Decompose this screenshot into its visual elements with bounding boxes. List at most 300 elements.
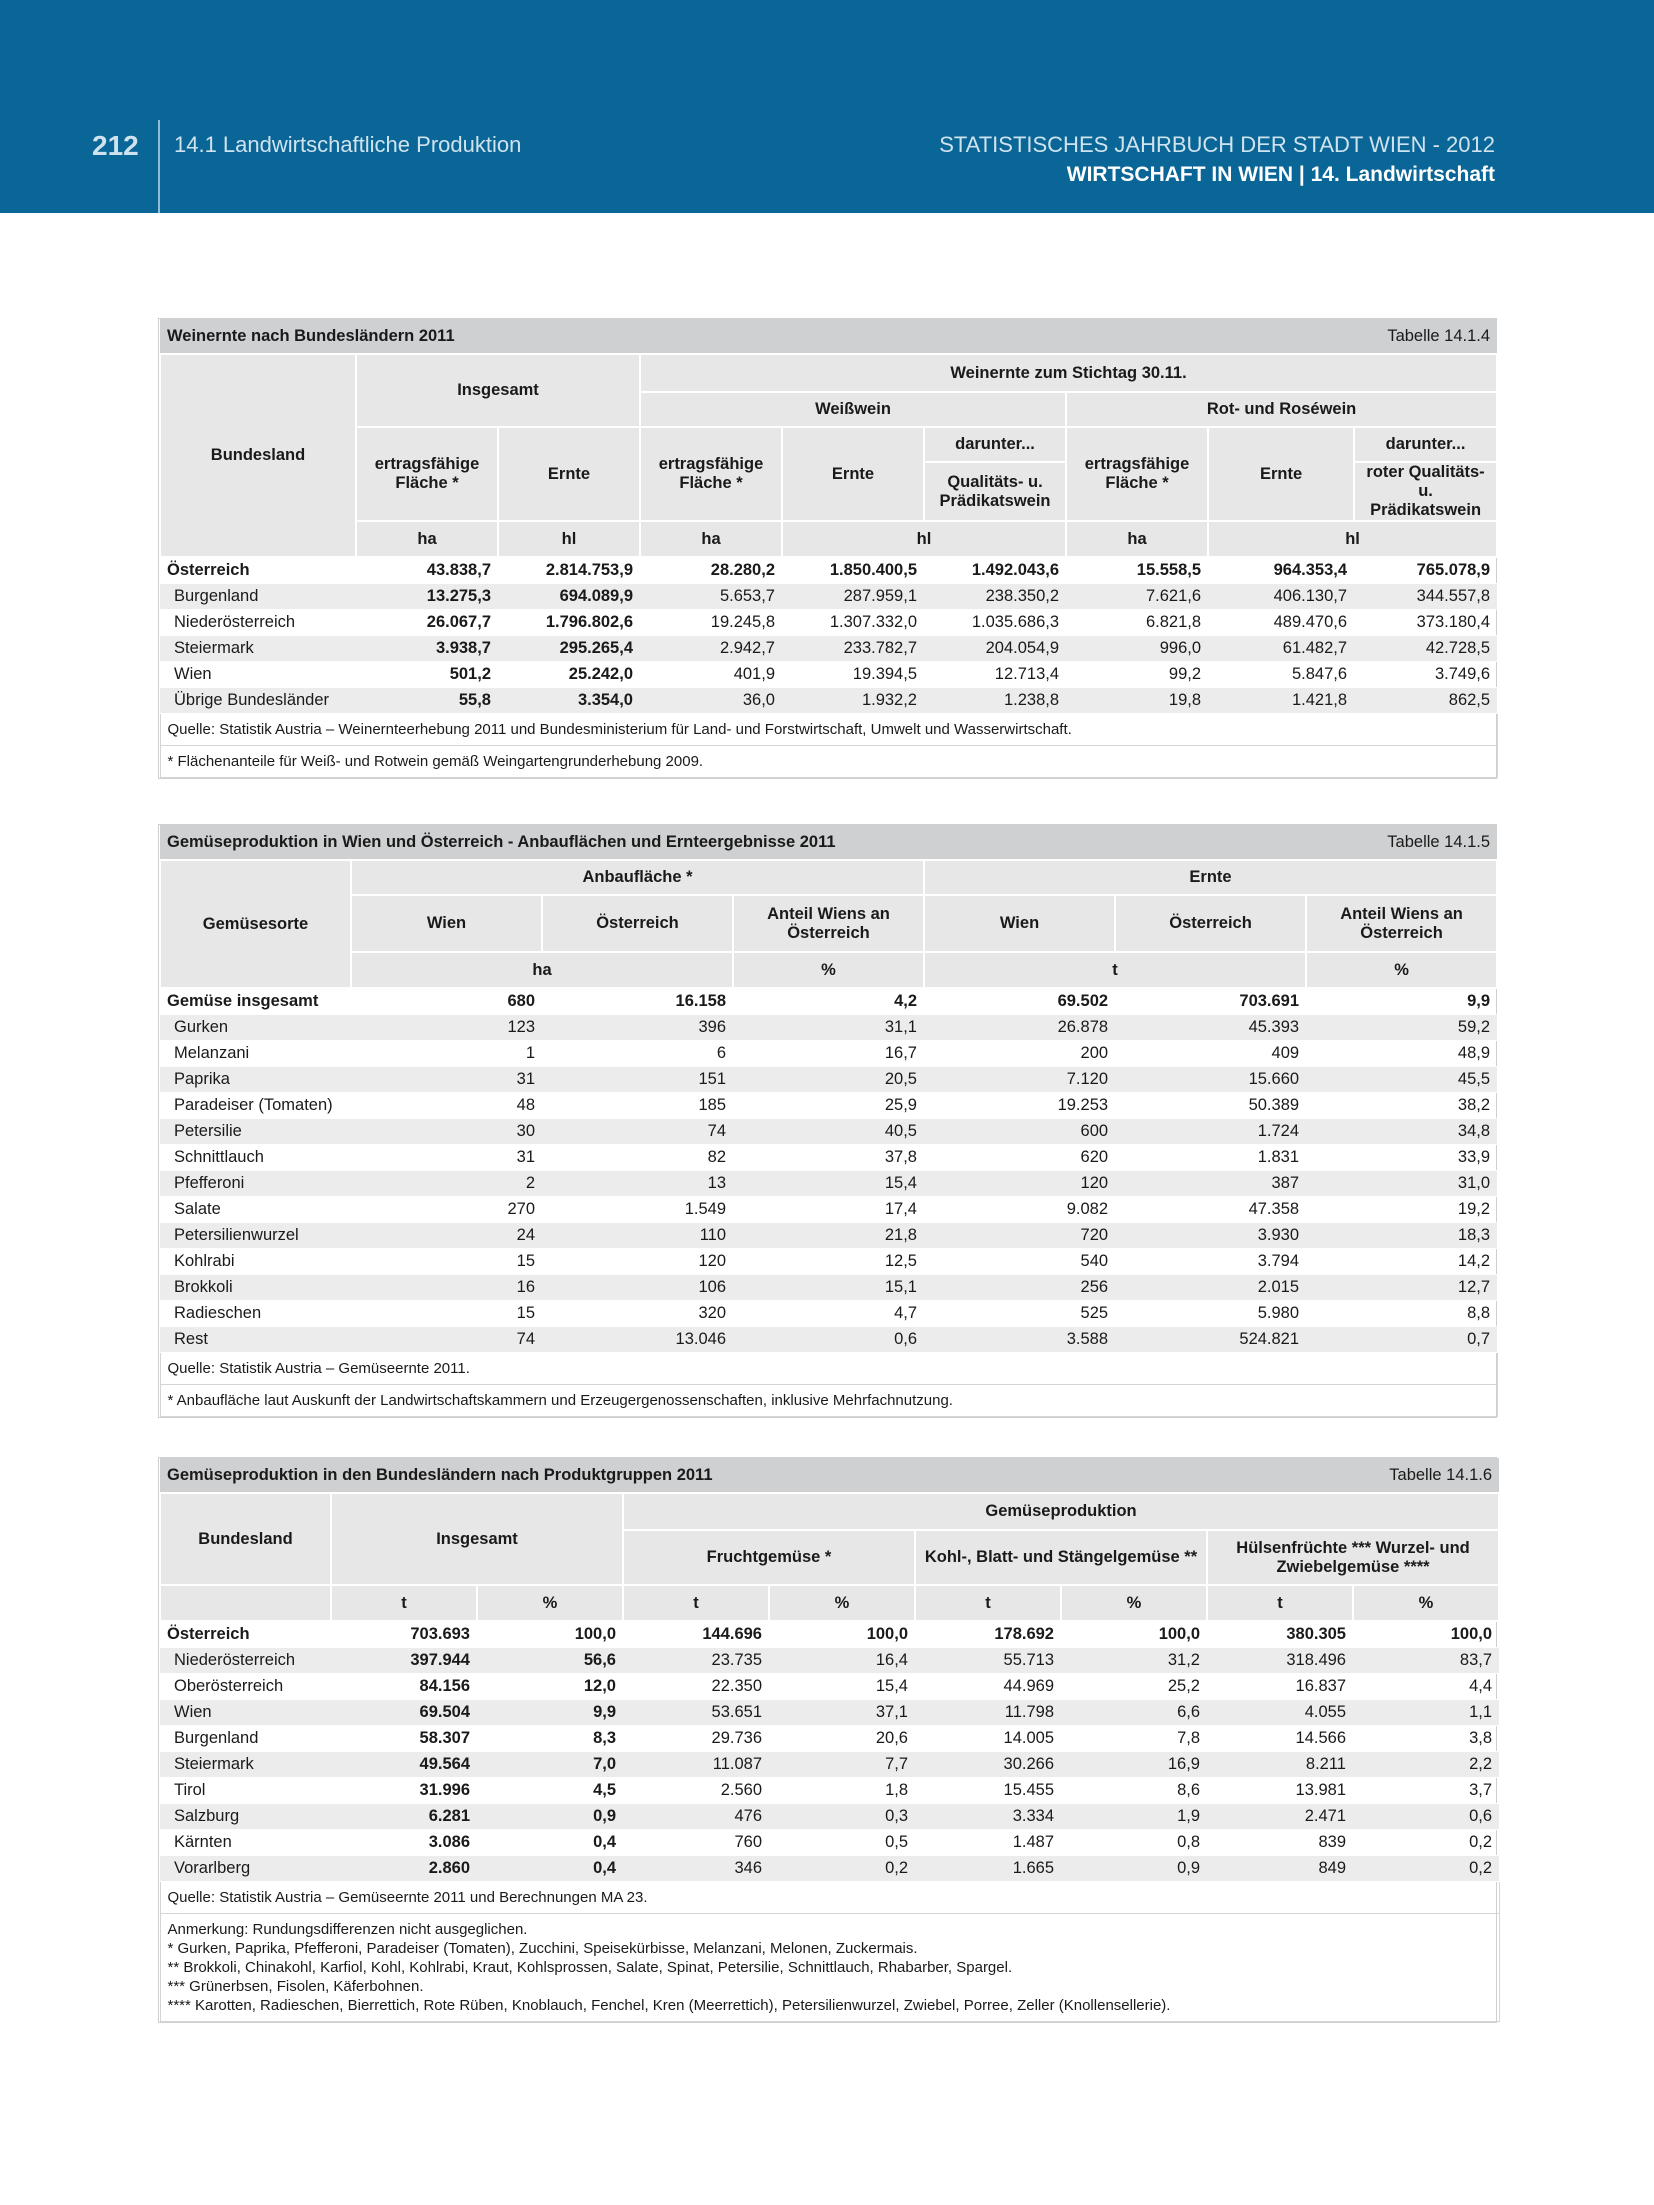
cell: 1.492.043,6	[924, 557, 1066, 584]
footnote-line: *** Grünerbsen, Fisolen, Käferbohnen.	[167, 1978, 424, 1995]
row-label: Petersilie	[160, 1119, 351, 1145]
table-row	[160, 557, 1497, 584]
cell: 3.354,0	[498, 688, 640, 714]
col-header-ernte: Ernte	[498, 427, 640, 521]
cell: 16.837	[1207, 1674, 1353, 1700]
cell: 83,7	[1353, 1648, 1499, 1674]
cell: 4,5	[477, 1778, 623, 1804]
table-row	[160, 1674, 1499, 1700]
unit-hl: hl	[498, 521, 640, 557]
cell: 21,8	[733, 1223, 924, 1249]
table-footnotes	[160, 1914, 1499, 2022]
cell: 2.814.753,9	[498, 557, 640, 584]
cell: 11.087	[623, 1752, 769, 1778]
col-header-fruchtgemuese: Fruchtgemüse *	[623, 1530, 915, 1585]
cell: 6.821,8	[1066, 610, 1208, 636]
col-header-bundesland: Bundesland	[160, 1493, 331, 1585]
table-number: Tabelle 14.1.6	[1061, 1458, 1499, 1493]
table-row	[160, 1778, 1499, 1804]
cell: 15	[351, 1301, 542, 1327]
col-header-flaeche: ertragsfähige Fläche *	[640, 427, 782, 521]
row-label: Gurken	[160, 1015, 351, 1041]
cell: 48,9	[1306, 1041, 1497, 1067]
col-header-gemueseproduktion: Gemüseproduktion	[623, 1493, 1499, 1530]
cell: 373.180,4	[1354, 610, 1497, 636]
cell: 1.796.802,6	[498, 610, 640, 636]
row-label: Wien	[160, 1700, 331, 1726]
cell: 178.692	[915, 1621, 1061, 1648]
table-row	[160, 1327, 1497, 1353]
cell: 120	[924, 1171, 1115, 1197]
cell: 7,7	[769, 1752, 915, 1778]
table-row	[160, 662, 1497, 688]
cell: 55,8	[356, 688, 498, 714]
cell: 9,9	[477, 1700, 623, 1726]
cell: 20,5	[733, 1067, 924, 1093]
cell: 9,9	[1306, 988, 1497, 1015]
cell: 13	[542, 1171, 733, 1197]
table-source: Quelle: Statistik Austria – Gemüseernte 2011 und Berechnungen MA 23.	[160, 1882, 1499, 1914]
cell: 680	[351, 988, 542, 1015]
unit-t: t	[623, 1585, 769, 1621]
cell: 6.281	[331, 1804, 477, 1830]
cell: 14,2	[1306, 1249, 1497, 1275]
table-row	[160, 1015, 1497, 1041]
cell: 26.067,7	[356, 610, 498, 636]
yearbook-title: STATISTISCHES JAHRBUCH DER STADT WIEN - 2012	[939, 132, 1495, 157]
cell: 501,2	[356, 662, 498, 688]
row-label: Gemüse insgesamt	[160, 988, 351, 1015]
cell: 42.728,5	[1354, 636, 1497, 662]
cell: 849	[1207, 1856, 1353, 1882]
table-row	[160, 584, 1497, 610]
table-body	[160, 1621, 1499, 1882]
row-label: Brokkoli	[160, 1275, 351, 1301]
col-header-ernte: Ernte	[924, 860, 1497, 895]
row-label: Tirol	[160, 1778, 331, 1804]
table-row	[160, 1804, 1499, 1830]
unit-percent: %	[1061, 1585, 1207, 1621]
cell: 0,7	[1306, 1327, 1497, 1353]
cell: 2.860	[331, 1856, 477, 1882]
table-row	[160, 1700, 1499, 1726]
cell: 1.549	[542, 1197, 733, 1223]
row-label: Schnittlauch	[160, 1145, 351, 1171]
unit-t: t	[915, 1585, 1061, 1621]
cell: 2	[351, 1171, 542, 1197]
cell: 15.455	[915, 1778, 1061, 1804]
table-gemuese-wien	[158, 824, 1497, 1418]
unit-hl: hl	[1208, 521, 1497, 557]
table-body	[160, 557, 1497, 714]
cell: 15.660	[1115, 1067, 1306, 1093]
cell: 15.558,5	[1066, 557, 1208, 584]
cell: 17,4	[733, 1197, 924, 1223]
table-number: Tabelle 14.1.5	[1115, 825, 1497, 860]
table-footnote: * Flächenanteile für Weiß- und Rotwein gemäß Weingartengrunderhebung 2009.	[160, 746, 1497, 778]
cell: 0,2	[769, 1856, 915, 1882]
cell: 144.696	[623, 1621, 769, 1648]
cell: 2.471	[1207, 1804, 1353, 1830]
cell: 15,1	[733, 1275, 924, 1301]
row-label: Steiermark	[160, 1752, 331, 1778]
row-label: Österreich	[160, 557, 356, 584]
cell: 22.350	[623, 1674, 769, 1700]
table-footnote: * Anbaufläche laut Auskunft der Landwirtschaftskammern und Erzeugergenossenschaften, inklusive Mehrfachnutzung.	[160, 1385, 1497, 1417]
cell: 38,2	[1306, 1093, 1497, 1119]
col-header-bundesland: Bundesland	[160, 354, 356, 557]
cell: 1.238,8	[924, 688, 1066, 714]
cell: 0,4	[477, 1856, 623, 1882]
unit-percent: %	[733, 952, 924, 988]
row-label: Paprika	[160, 1067, 351, 1093]
row-label: Paradeiser (Tomaten)	[160, 1093, 351, 1119]
cell: 36,0	[640, 688, 782, 714]
cell: 2.942,7	[640, 636, 782, 662]
cell: 84.156	[331, 1674, 477, 1700]
cell: 58.307	[331, 1726, 477, 1752]
row-label: Österreich	[160, 1621, 331, 1648]
cell: 1.665	[915, 1856, 1061, 1882]
cell: 200	[924, 1041, 1115, 1067]
col-header-flaeche: ertragsfähige Fläche *	[1066, 427, 1208, 521]
cell: 19,8	[1066, 688, 1208, 714]
cell: 16,7	[733, 1041, 924, 1067]
cell: 387	[1115, 1171, 1306, 1197]
cell: 760	[623, 1830, 769, 1856]
cell: 401,9	[640, 662, 782, 688]
unit-percent: %	[1306, 952, 1497, 988]
col-header-wien: Wien	[351, 895, 542, 952]
col-header-oesterreich: Österreich	[1115, 895, 1306, 952]
row-label: Niederösterreich	[160, 1648, 331, 1674]
table-row	[160, 1197, 1497, 1223]
col-header-insgesamt: Insgesamt	[356, 354, 640, 427]
cell: 69.504	[331, 1700, 477, 1726]
cell: 82	[542, 1145, 733, 1171]
cell: 238.350,2	[924, 584, 1066, 610]
row-label: Petersilienwurzel	[160, 1223, 351, 1249]
cell: 16	[351, 1275, 542, 1301]
cell: 34,8	[1306, 1119, 1497, 1145]
table-row	[160, 1145, 1497, 1171]
cell: 61.482,7	[1208, 636, 1354, 662]
table-row	[160, 1041, 1497, 1067]
col-header-huelsenfruechte: Hülsenfrüchte *** Wurzel- und Zwiebelgemüse ****	[1207, 1530, 1499, 1585]
cell: 346	[623, 1856, 769, 1882]
cell: 1.831	[1115, 1145, 1306, 1171]
cell: 47.358	[1115, 1197, 1306, 1223]
cell: 55.713	[915, 1648, 1061, 1674]
cell: 1.724	[1115, 1119, 1306, 1145]
cell: 59,2	[1306, 1015, 1497, 1041]
cell: 45.393	[1115, 1015, 1306, 1041]
cell: 31,1	[733, 1015, 924, 1041]
cell: 14.566	[1207, 1726, 1353, 1752]
cell: 20,6	[769, 1726, 915, 1752]
cell: 2,2	[1353, 1752, 1499, 1778]
cell: 99,2	[1066, 662, 1208, 688]
cell: 540	[924, 1249, 1115, 1275]
cell: 45,5	[1306, 1067, 1497, 1093]
table-row	[160, 1171, 1497, 1197]
cell: 16.158	[542, 988, 733, 1015]
unit-ha: ha	[640, 521, 782, 557]
cell: 3.930	[1115, 1223, 1306, 1249]
cell: 40,5	[733, 1119, 924, 1145]
cell: 37,1	[769, 1700, 915, 1726]
cell: 100,0	[477, 1621, 623, 1648]
row-label: Übrige Bundesländer	[160, 688, 356, 714]
col-header-ernte: Ernte	[782, 427, 924, 521]
cell: 69.502	[924, 988, 1115, 1015]
row-label: Niederösterreich	[160, 610, 356, 636]
cell: 476	[623, 1804, 769, 1830]
table-source: Quelle: Statistik Austria – Gemüseernte 2011.	[160, 1353, 1497, 1385]
cell: 8,8	[1306, 1301, 1497, 1327]
cell: 31	[351, 1067, 542, 1093]
cell: 56,6	[477, 1648, 623, 1674]
cell: 7.621,6	[1066, 584, 1208, 610]
cell: 1.421,8	[1208, 688, 1354, 714]
footnote-line: Anmerkung: Rundungsdifferenzen nicht ausgeglichen.	[167, 1921, 528, 1938]
table-title: Gemüseproduktion in Wien und Österreich - Anbauflächen und Ernteergebnisse 2011	[160, 825, 1115, 860]
col-header-darunter: darunter...	[1354, 427, 1497, 462]
cell: 28.280,2	[640, 557, 782, 584]
table-gemuese-bundeslaender	[158, 1457, 1497, 2023]
table-source: Quelle: Statistik Austria – Weinernteerhebung 2011 und Bundesministerium für Land- und Forstwirtschaft, Umwelt und Wasserwirtschaft.	[160, 714, 1497, 746]
cell: 703.691	[1115, 988, 1306, 1015]
cell: 0,3	[769, 1804, 915, 1830]
cell: 964.353,4	[1208, 557, 1354, 584]
cell: 19,2	[1306, 1197, 1497, 1223]
cell: 9.082	[924, 1197, 1115, 1223]
row-label: Radieschen	[160, 1301, 351, 1327]
col-header-gemuesesorte: Gemüsesorte	[160, 860, 351, 988]
cell: 53.651	[623, 1700, 769, 1726]
cell: 3.749,6	[1354, 662, 1497, 688]
table-row	[160, 636, 1497, 662]
cell: 30	[351, 1119, 542, 1145]
cell: 3,8	[1353, 1726, 1499, 1752]
header-divider	[158, 120, 160, 213]
cell: 3.938,7	[356, 636, 498, 662]
cell: 1.487	[915, 1830, 1061, 1856]
footnote-line: ** Brokkoli, Chinakohl, Karfiol, Kohl, Kohlrabi, Kraut, Kohlsprossen, Salate, Spinat, Petersilie, Schnittlauch, Rhabarber, Spargel.	[167, 1959, 1013, 1976]
cell: 1,8	[769, 1778, 915, 1804]
footnote-line: * Gurken, Paprika, Pfefferoni, Paradeiser (Tomaten), Zucchini, Speisekürbisse, Melanzani, Melonen, Zuckermais.	[167, 1940, 918, 1957]
row-label: Salzburg	[160, 1804, 331, 1830]
col-header-stichtag: Weinernte zum Stichtag 30.11.	[640, 354, 1497, 392]
row-label: Steiermark	[160, 636, 356, 662]
cell: 996,0	[1066, 636, 1208, 662]
cell: 0,2	[1353, 1830, 1499, 1856]
table-title: Gemüseproduktion in den Bundesländern nach Produktgruppen 2011	[160, 1458, 1061, 1493]
cell: 5.653,7	[640, 584, 782, 610]
cell: 19.245,8	[640, 610, 782, 636]
cell: 23.735	[623, 1648, 769, 1674]
cell: 16,9	[1061, 1752, 1207, 1778]
cell: 44.969	[915, 1674, 1061, 1700]
cell: 600	[924, 1119, 1115, 1145]
cell: 31,2	[1061, 1648, 1207, 1674]
cell: 524.821	[1115, 1327, 1306, 1353]
cell: 2.015	[1115, 1275, 1306, 1301]
cell: 43.838,7	[356, 557, 498, 584]
cell: 380.305	[1207, 1621, 1353, 1648]
table-row	[160, 1752, 1499, 1778]
cell: 3.086	[331, 1830, 477, 1856]
cell: 12,7	[1306, 1275, 1497, 1301]
cell: 4.055	[1207, 1700, 1353, 1726]
cell: 106	[542, 1275, 733, 1301]
cell: 15,4	[733, 1171, 924, 1197]
cell: 13.275,3	[356, 584, 498, 610]
row-label: Kohlrabi	[160, 1249, 351, 1275]
unit-empty	[160, 1585, 331, 1621]
cell: 19.394,5	[782, 662, 924, 688]
cell: 185	[542, 1093, 733, 1119]
cell: 287.959,1	[782, 584, 924, 610]
cell: 6,6	[1061, 1700, 1207, 1726]
table-weinernte	[158, 318, 1497, 779]
cell: 100,0	[1353, 1621, 1499, 1648]
cell: 48	[351, 1093, 542, 1119]
cell: 1.035.686,3	[924, 610, 1066, 636]
cell: 3.794	[1115, 1249, 1306, 1275]
cell: 31,0	[1306, 1171, 1497, 1197]
cell: 16,4	[769, 1648, 915, 1674]
cell: 0,9	[477, 1804, 623, 1830]
cell: 1.307.332,0	[782, 610, 924, 636]
cell: 7,8	[1061, 1726, 1207, 1752]
cell: 30.266	[915, 1752, 1061, 1778]
cell: 3,7	[1353, 1778, 1499, 1804]
row-label: Melanzani	[160, 1041, 351, 1067]
unit-percent: %	[1353, 1585, 1499, 1621]
cell: 26.878	[924, 1015, 1115, 1041]
row-label: Burgenland	[160, 1726, 331, 1752]
cell: 100,0	[1061, 1621, 1207, 1648]
cell: 11.798	[915, 1700, 1061, 1726]
table-row	[160, 1223, 1497, 1249]
cell: 110	[542, 1223, 733, 1249]
cell: 0,4	[477, 1830, 623, 1856]
row-label: Salate	[160, 1197, 351, 1223]
cell: 12.713,4	[924, 662, 1066, 688]
table-row	[160, 988, 1497, 1015]
cell: 0,9	[1061, 1856, 1207, 1882]
cell: 256	[924, 1275, 1115, 1301]
cell: 14.005	[915, 1726, 1061, 1752]
cell: 409	[1115, 1041, 1306, 1067]
col-header-darunter: darunter...	[924, 427, 1066, 462]
cell: 525	[924, 1301, 1115, 1327]
col-header-flaeche: ertragsfähige Fläche *	[356, 427, 498, 521]
table-row	[160, 1830, 1499, 1856]
cell: 13.046	[542, 1327, 733, 1353]
row-label: Pfefferoni	[160, 1171, 351, 1197]
cell: 1,9	[1061, 1804, 1207, 1830]
cell: 1.932,2	[782, 688, 924, 714]
cell: 4,4	[1353, 1674, 1499, 1700]
cell: 2.560	[623, 1778, 769, 1804]
cell: 233.782,7	[782, 636, 924, 662]
cell: 489.470,6	[1208, 610, 1354, 636]
cell: 19.253	[924, 1093, 1115, 1119]
cell: 397.944	[331, 1648, 477, 1674]
cell: 50.389	[1115, 1093, 1306, 1119]
table-row	[160, 1093, 1497, 1119]
col-header-ernte: Ernte	[1208, 427, 1354, 521]
cell: 0,2	[1353, 1856, 1499, 1882]
cell: 620	[924, 1145, 1115, 1171]
table-row	[160, 1275, 1497, 1301]
unit-t: t	[924, 952, 1306, 988]
table-row	[160, 1648, 1499, 1674]
col-header-oesterreich: Österreich	[542, 895, 733, 952]
table-row	[160, 1856, 1499, 1882]
cell: 25,9	[733, 1093, 924, 1119]
row-label: Vorarlberg	[160, 1856, 331, 1882]
footnote-line: **** Karotten, Radieschen, Bierrettich, Rote Rüben, Knoblauch, Fenchel, Kren (Meerrettich), Petersilienwurzel, Zwiebel, Porree, Zeller (Knollensellerie).	[167, 1997, 1171, 2014]
row-label: Wien	[160, 662, 356, 688]
cell: 123	[351, 1015, 542, 1041]
table-row	[160, 1249, 1497, 1275]
cell: 24	[351, 1223, 542, 1249]
cell: 5.980	[1115, 1301, 1306, 1327]
table-row	[160, 1067, 1497, 1093]
col-header-kohlgemuese: Kohl-, Blatt- und Stängelgemüse **	[915, 1530, 1207, 1585]
cell: 31	[351, 1145, 542, 1171]
table-body	[160, 988, 1497, 1353]
cell: 6	[542, 1041, 733, 1067]
col-header-anteil: Anteil Wiens an Österreich	[733, 895, 924, 952]
cell: 31.996	[331, 1778, 477, 1804]
col-header-anbauflaeche: Anbaufläche *	[351, 860, 924, 895]
cell: 3.588	[924, 1327, 1115, 1353]
row-label: Oberösterreich	[160, 1674, 331, 1700]
table-row	[160, 1301, 1497, 1327]
cell: 295.265,4	[498, 636, 640, 662]
section-title: 14.1 Landwirtschaftliche Produktion	[174, 132, 522, 157]
unit-hl: hl	[782, 521, 1066, 557]
unit-t: t	[1207, 1585, 1353, 1621]
unit-percent: %	[769, 1585, 915, 1621]
row-label: Rest	[160, 1327, 351, 1353]
table-row	[160, 1621, 1499, 1648]
table-row	[160, 1119, 1497, 1145]
unit-t: t	[331, 1585, 477, 1621]
col-header-anteil: Anteil Wiens an Österreich	[1306, 895, 1497, 952]
cell: 3.334	[915, 1804, 1061, 1830]
cell: 765.078,9	[1354, 557, 1497, 584]
cell: 37,8	[733, 1145, 924, 1171]
cell: 100,0	[769, 1621, 915, 1648]
unit-percent: %	[477, 1585, 623, 1621]
cell: 396	[542, 1015, 733, 1041]
cell: 12,0	[477, 1674, 623, 1700]
unit-ha: ha	[351, 952, 733, 988]
cell: 0,8	[1061, 1830, 1207, 1856]
cell: 74	[351, 1327, 542, 1353]
cell: 120	[542, 1249, 733, 1275]
col-header-wien: Wien	[924, 895, 1115, 952]
cell: 694.089,9	[498, 584, 640, 610]
cell: 4,7	[733, 1301, 924, 1327]
cell: 12,5	[733, 1249, 924, 1275]
cell: 1	[351, 1041, 542, 1067]
